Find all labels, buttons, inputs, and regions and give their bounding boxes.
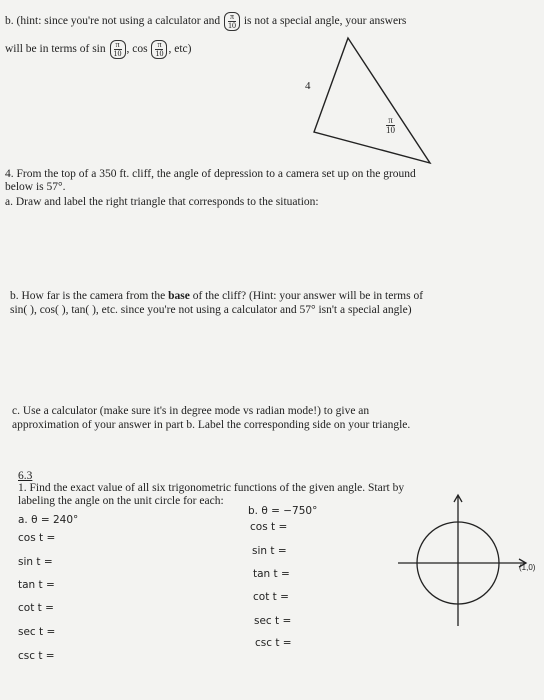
hint-line-1-end: is not a special angle, your answers (243, 15, 407, 28)
left-cot: cot t = (18, 602, 54, 614)
right-sec: sec t = (254, 615, 292, 627)
base-emphasis: base (168, 290, 190, 302)
sin-arg-fraction: $\frac{\pi}{10}$ (110, 40, 126, 59)
right-cos: cos t = (250, 521, 288, 533)
problem4-part-c-line-1: c. Use a calculator (make sure it's in degree mode vs radian mode!) to give an (12, 405, 370, 417)
left-sec: sec t = (18, 626, 56, 638)
problem4-part-c-line-2: approximation of your answer in part b. Label the corresponding side on your triangle. (12, 419, 411, 431)
triangle-side-label: 4 (305, 80, 311, 92)
hint-line-1 (5, 12, 406, 31)
pi-over-10-fraction: $\frac{\pi}{10}$ (224, 12, 240, 31)
problem4-line-1: 4. From the top of a 350 ft. cliff, the angle of depression to a camera set up on the ground (5, 168, 416, 180)
left-cos: cos t = (18, 532, 56, 544)
hint-sep-cos: , cos (126, 43, 148, 56)
problem4-part-b-line-2: sin( ), cos( ), tan( ), etc. since you're not using a calculator and 57° isn't a special angle) (10, 304, 412, 316)
left-sin: sin t = (18, 556, 53, 568)
right-csc: csc t = (255, 637, 292, 649)
angle-denominator: 10 (386, 125, 395, 135)
section-line-2: labeling the angle on the unit circle for each: (18, 495, 224, 507)
hint-line-2 (5, 40, 191, 59)
section-line-1: 1. Find the exact value of all six trigonometric functions of the given angle. Start by (18, 482, 405, 494)
part-b-angle: b. θ = −750° (248, 505, 318, 517)
hint-line-2-end: , etc) (168, 43, 192, 56)
hint-line-1-start: b. (hint: since you're not using a calculator and (5, 15, 221, 28)
cos-arg-fraction: $\frac{\pi}{10}$ (151, 40, 167, 59)
triangle-figure (300, 30, 440, 170)
hint-line-2-start: will be in terms of sin (5, 43, 106, 56)
part-a-angle: a. θ = 240° (18, 514, 79, 526)
unit-circle-point-label: (1,0) (519, 563, 536, 572)
left-tan: tan t = (18, 579, 55, 591)
right-cot: cot t = (253, 591, 289, 603)
right-triangle (314, 38, 430, 163)
unit-circle-figure (398, 492, 544, 628)
problem4-line-2: below is 57°. (5, 181, 66, 193)
triangle-angle-label (386, 116, 395, 135)
problem4-part-b-line-1: b. How far is the camera from the base of the cliff? (Hint: your answer will be in terms of (10, 290, 424, 302)
angle-numerator: π (386, 116, 395, 126)
left-csc: csc t = (18, 650, 55, 662)
right-tan: tan t = (253, 568, 290, 580)
problem4-part-a: a. Draw and label the right triangle that corresponds to the situation: (5, 196, 319, 208)
section-heading: 6.3 (18, 470, 33, 482)
right-sin: sin t = (252, 545, 287, 557)
